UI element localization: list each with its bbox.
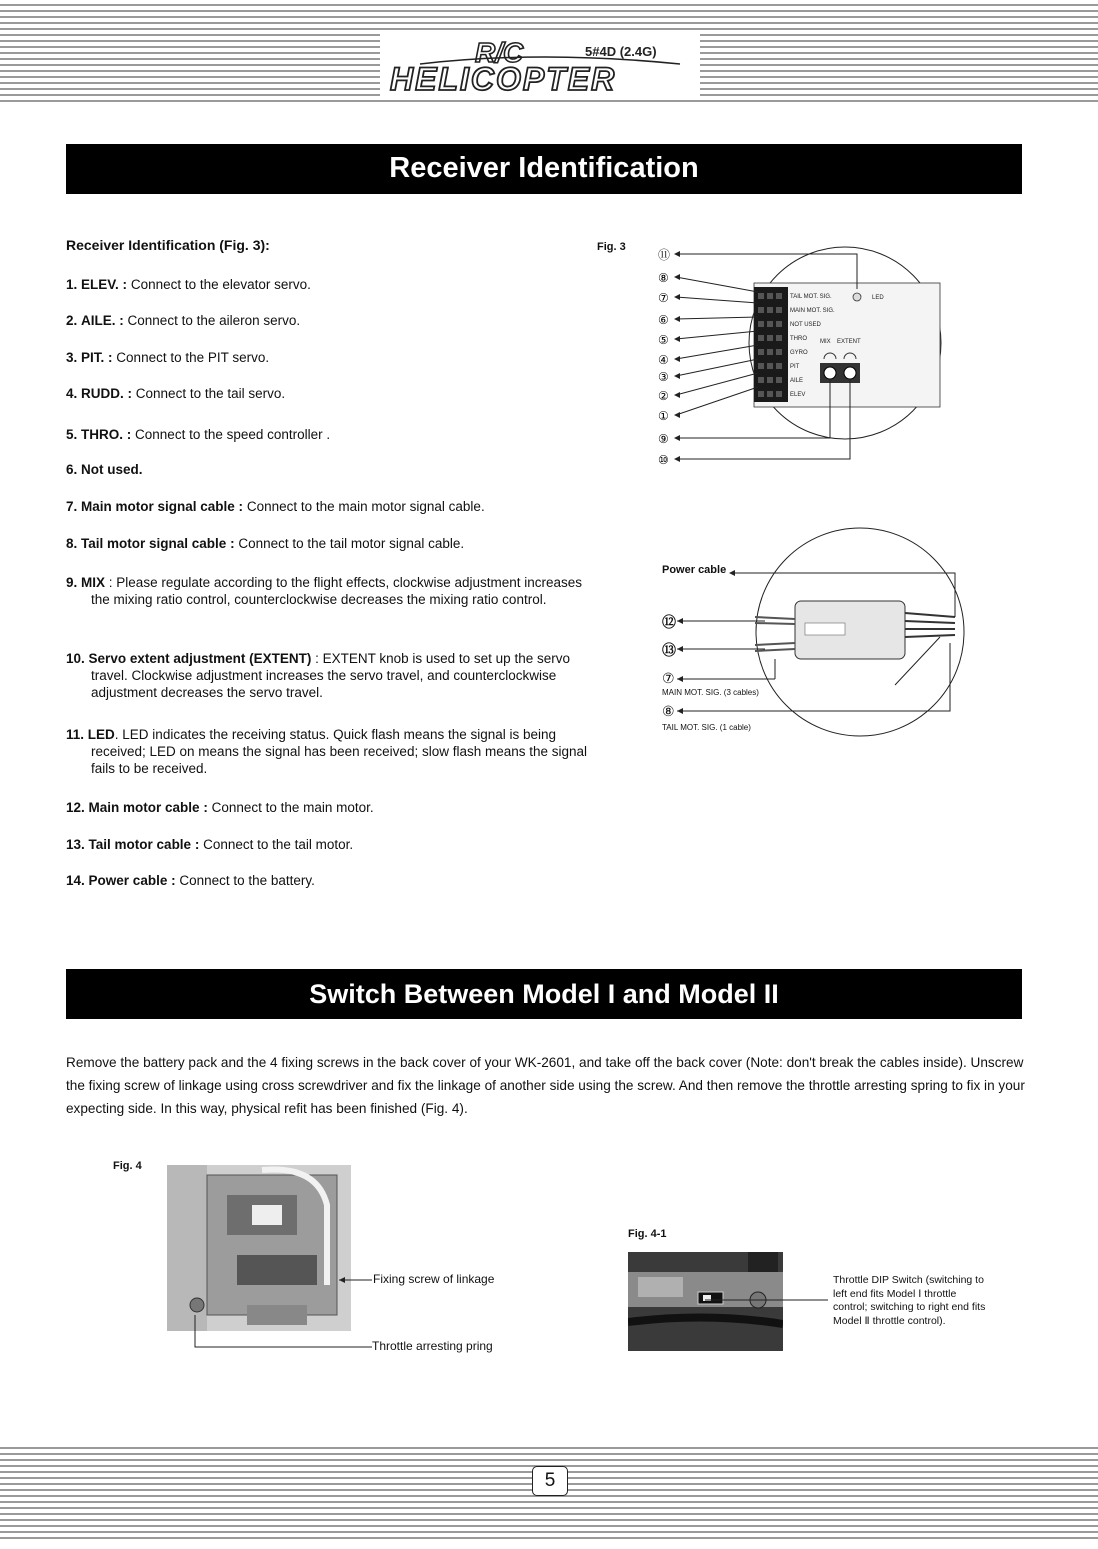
receiver-item-description: . LED indicates the receiving status. Quick flash means the signal is being received; LED on means the signal has been received; slow flash means the signal fails to be received. [91,727,588,776]
section-title-switch-model: Switch Between Model I and Model II [66,969,1022,1019]
fig3-callout-0: ⑪ [658,248,671,262]
receiver-item-description: Connect to the main motor signal cable. [243,499,485,514]
tail-mot-sig-label: TAIL MOT. SIG. (1 cable) [662,723,751,732]
fig3-leader-line [676,345,758,359]
receiver-item-term-text: Servo extent adjustment (EXTENT) [88,651,312,666]
receiver-item-term-text: Not used. [81,462,143,477]
port-pin [767,293,773,299]
fig3-callout-3: ⑥ [658,313,669,327]
fig3-callout-10: ⑩ [658,453,669,467]
power-callout-12: ⑫ [662,614,676,630]
port-pin [758,391,764,397]
receiver-item-term-text: Main motor cable : [88,800,208,815]
receiver-item-term: 12. [66,800,85,815]
receiver-item-term-text: Main motor signal cable : [81,499,244,514]
fig3-leader-line [676,317,758,319]
logo-helicopter-text: HELICOPTER [390,61,617,96]
receiver-item-term-text: ELEV. : [81,277,128,292]
receiver-item-term: 1. [66,277,78,292]
receiver-item-description: : Please regulate according to the flight effects, clockwise adjustment increases the mixing ratio control, counterclockwise decreases the mixing ratio control. [91,575,583,607]
arrow-left-icon [674,412,680,418]
arrow-left-icon [674,373,680,379]
port-pin [767,335,773,341]
port-pin [767,321,773,327]
port-pin [758,307,764,313]
receiver-item-description: Connect to the battery. [175,873,315,888]
power-callout-7: ⑦ [662,670,675,686]
port-label-5: PIT [790,364,800,370]
fig3-callout-5: ④ [658,353,669,367]
arrow-left-icon [674,456,680,462]
fig3-leader-line [676,359,758,376]
fig4-leader-lines [167,1165,377,1360]
fig3-leader-line [676,331,758,339]
receiver-item-1 [66,276,576,293]
receiver-item-description: Connect to the tail motor. [199,837,354,852]
arrow-left-icon [674,356,680,362]
extent-label: EXTENT [837,339,861,345]
page-number: 5 [532,1466,568,1496]
logo-model-code: 5#4D (2.4G) [585,44,657,59]
receiver-item-description: Connect to the speed controller . [131,427,331,442]
port-pin [767,307,773,313]
switch-paragraph: Remove the battery pack and the 4 fixing screws in the back cover of your WK-2601, and take off the back cover (Note: don't break the cables inside). Unscrew the fixing screw of linkage using cross screwdriver and fix the linkage of another side using the screw. And then remove the throttle arresting spring to fix in your expecting side. In this way, physical refit has been finished (Fig. 4). [66,1055,1025,1116]
receiver-item-description: Connect to the aileron servo. [123,313,301,328]
port-pin [776,321,782,327]
fig3-callout-9: ⑨ [658,432,669,446]
receiver-item-description: Connect to the main motor. [207,800,374,815]
fig3-receiver-diagram [650,235,950,475]
receiver-item-term: 14. [66,873,85,888]
receiver-item-4 [66,385,576,402]
port-label-6: AILE [790,378,804,384]
port-pin [767,363,773,369]
header-logo [380,30,700,96]
receiver-item-description: Connect to the PIT servo. [112,350,270,365]
receiver-item-term: 5. [66,427,78,442]
port-label-7: ELEV [790,392,806,398]
arrow-left-icon [674,274,680,280]
receiver-item-term: 7. [66,499,78,514]
throttle-spring-callout: Throttle arresting pring [372,1339,493,1353]
port-pin [776,335,782,341]
receiver-item-term-text: AILE. : [81,313,124,328]
receiver-item-term: 9. [66,575,78,590]
port-pin [776,391,782,397]
receiver-item-term-text: RUDD. : [81,386,133,401]
receiver-item-term: 11. [66,727,85,742]
receiver-diagram-svg [650,235,950,475]
receiver-item-8 [66,535,576,552]
port-pin [776,349,782,355]
receiver-item-term-text: PIT. : [81,350,113,365]
receiver-item-9 [66,574,601,608]
port-pin [767,391,773,397]
port-pin [758,293,764,299]
port-label-0: TAIL MOT. SIG. [790,294,832,300]
led-icon [853,293,861,301]
receiver-item-13 [66,836,576,853]
receiver-item-2 [66,312,576,329]
fig3-callout-1: ⑧ [658,271,669,285]
receiver-item-14 [66,872,576,889]
port-pin [758,321,764,327]
port-pin [776,363,782,369]
fig3-callout-6: ③ [658,370,669,384]
port-pin [776,293,782,299]
receiver-item-term: 6. [66,462,78,477]
led-label: LED [872,295,884,301]
fig3-callout-2: ⑦ [658,291,669,305]
arrow-left-icon [674,336,680,342]
fig3-callout-8: ① [658,409,669,423]
receiver-item-term-text: LED [87,727,115,742]
logo-rc-text: R/C [475,37,524,68]
receiver-item-term: 2. [66,313,78,328]
arrow-left-icon [674,392,680,398]
receiver-item-term-text: Tail motor cable : [88,837,200,852]
receiver-item-description: Connect to the tail motor signal cable. [234,536,465,551]
receiver-item-term: 3. [66,350,78,365]
receiver-item-term-text: Power cable : [88,873,176,888]
port-pin [767,377,773,383]
fig3-callout-4: ⑤ [658,333,669,347]
port-label-3: THRO [790,336,807,342]
port-pin [767,349,773,355]
receiver-item-description: Connect to the tail servo. [132,386,286,401]
mix-knob-icon [824,367,836,379]
receiver-item-3 [66,349,576,366]
port-pin [758,363,764,369]
receiver-item-term-text: THRO. : [81,427,132,442]
receiver-item-term: 8. [66,536,78,551]
fixing-screw-callout: Fixing screw of linkage [373,1272,495,1286]
fig41-leader-line [700,1290,830,1310]
port-label-2: NOT USED [790,322,821,328]
receiver-item-7 [66,498,576,515]
port-pin [758,349,764,355]
port-pin [776,377,782,383]
power-cable-label: Power cable [662,564,727,576]
fig41-label: Fig. 4-1 [628,1228,667,1240]
esc-diagram-svg [655,525,975,750]
power-callout-8: ⑧ [662,703,675,719]
helicopter-logo-icon [380,30,700,96]
port-pin [776,307,782,313]
arrow-left-icon [674,251,680,257]
receiver-item-12 [66,799,576,816]
receiver-item-description: : EXTENT knob is used to set up the servo travel. Clockwise adjustment increases the servo travel, and counterclockwise adjustment decreases the servo travel. [91,651,570,700]
extent-knob-icon [844,367,856,379]
receiver-item-term: 4. [66,386,78,401]
main-mot-sig-label: MAIN MOT. SIG. (3 cables) [662,688,759,697]
arrow-left-icon [674,294,680,300]
receiver-item-10 [66,650,601,701]
receiver-item-5 [66,426,576,443]
fig3-label: Fig. 3 [597,241,626,253]
port-label-4: GYRO [790,350,808,356]
receiver-item-term-text: MIX [81,575,106,590]
port-label-1: MAIN MOT. SIG. [790,308,835,314]
receiver-item-11 [66,726,601,777]
fig-power-cable-diagram [655,525,975,750]
fig3-leader-line [676,297,758,303]
fig4-label: Fig. 4 [113,1160,142,1172]
section-title-receiver: Receiver Identification [66,144,1022,194]
power-callout-13: ⑬ [662,642,676,658]
arrow-left-icon [674,435,680,441]
receiver-item-term: 13. [66,837,85,852]
receiver-item-6 [66,461,576,478]
arrow-left-icon [674,316,680,322]
port-pin [758,335,764,341]
receiver-item-description: Connect to the elevator servo. [127,277,311,292]
fig3-leader-line [676,277,758,292]
mix-label: MIX [820,339,831,345]
receiver-subtitle: Receiver Identification (Fig. 3): [66,237,270,253]
dip-switch-callout: Throttle DIP Switch (switching to left end fits Model Ⅰ throttle control; switching to right end fits Model Ⅱ throttle control). [833,1274,986,1327]
receiver-item-term-text: Tail motor signal cable : [81,536,235,551]
fig3-callout-7: ② [658,389,669,403]
receiver-item-term: 10. [66,651,85,666]
port-pin [758,377,764,383]
